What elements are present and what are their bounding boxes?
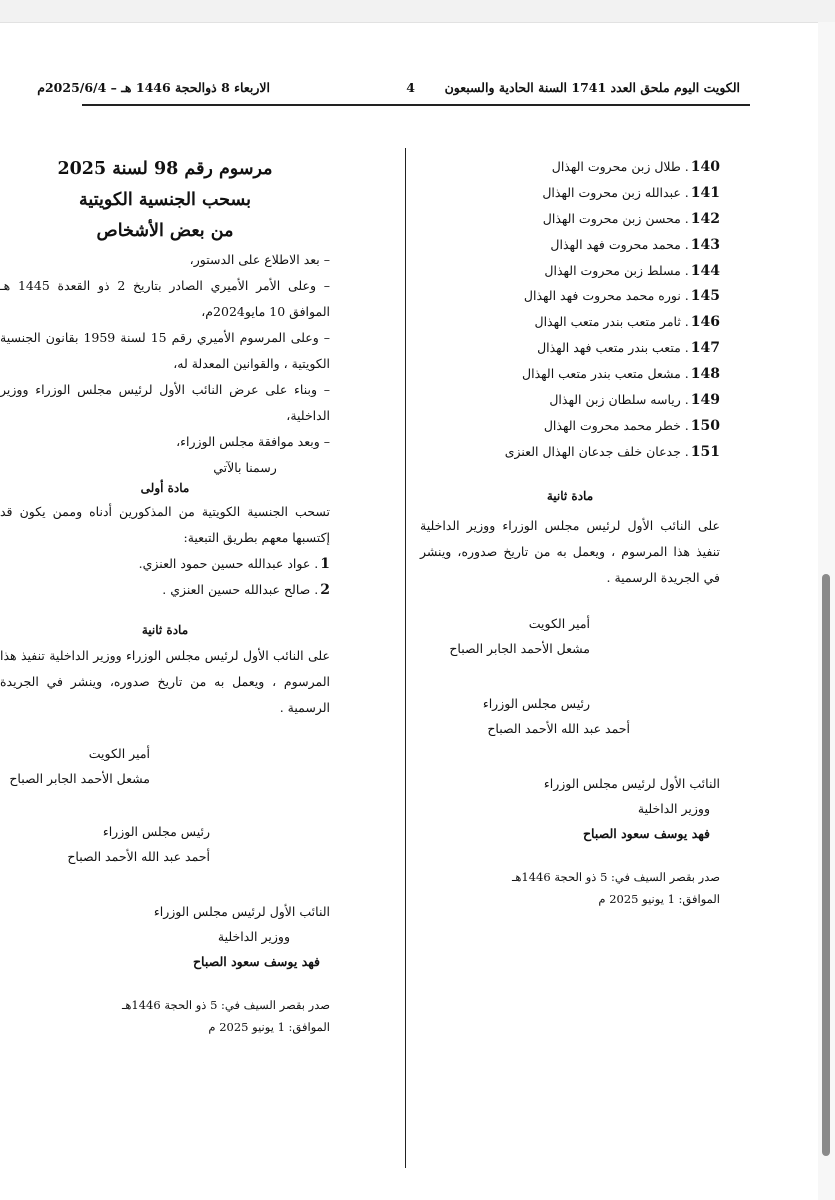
issued-at: صدر بقصر السيف في: 5 ذو الحجة 1446هـ — [511, 869, 720, 884]
list-item: 146. ثامر متعب بندر متعب الهذال — [534, 314, 720, 331]
preamble-line: – وعلى الأمر الأميري الصادر بتاريخ 2 ذو القعدة 1445 هـ الموافق 10 مايو2024م، — [0, 278, 331, 319]
pm-signature — [0, 819, 210, 869]
dpm-title: النائب الأول لرئيس مجلس الوزراء — [153, 903, 330, 919]
list-item: 145. نوره محمد محروت فهد الهذال — [523, 288, 720, 305]
corresponding-date: الموافق: 1 يونيو 2025 م — [598, 891, 720, 906]
list-item: 2. صالح عبدالله حسين العنزي . — [162, 581, 330, 598]
dpm-name: فهد يوسف سعود الصباح — [582, 825, 710, 841]
article-1-text: تسحب الجنسية الكويتية من المذكورين أدناه وممن يكون قد إكتسبها معهم بطريق التبعية: — [0, 504, 330, 545]
preamble-line: – وبناء على عرض النائب الأول لرئيس مجلس الوزراء ووزير الداخلية، — [0, 382, 330, 423]
list-item: 147. متعب بندر متعب فهد الهذال — [537, 340, 720, 357]
header-date: الاربعاء 8 ذوالحجة 1446 هـ – 2025/6/4م — [37, 80, 270, 95]
emir-title: أمير الكويت — [528, 615, 590, 631]
header-page-number: 4 — [406, 80, 415, 95]
decree-title: مرسوم رقم 98 لسنة 2025 — [57, 159, 273, 179]
issue-block — [0, 994, 330, 1038]
dpm-title: النائب الأول لرئيس مجلس الوزراء — [543, 775, 720, 791]
dpm-signature — [0, 899, 330, 974]
list-item: 149. رياسه سلطان زبن الهذال — [549, 392, 720, 409]
header-publication: الكويت اليوم ملحق العدد 1741 السنة الحادية والسبعون — [444, 80, 740, 95]
viewer-top-bar — [0, 0, 835, 23]
pm-title: رئيس مجلس الوزراء — [482, 695, 590, 711]
corresponding-date: الموافق: 1 يونيو 2025 م — [208, 1019, 330, 1034]
dpm-signature — [420, 771, 720, 846]
right-column — [420, 154, 720, 910]
column-divider — [405, 148, 406, 1168]
decreed-line: رسمنا بالآتي — [213, 460, 277, 475]
list-item: 140. طلال زبن محروت الهذال — [551, 159, 720, 175]
pm-title: رئيس مجلس الوزراء — [102, 823, 210, 839]
pm-signature — [420, 691, 630, 741]
list-item: 151. جدعان خلف جدعان الهذال العنزى — [504, 443, 720, 460]
emir-name: مشعل الأحمد الجابر الصباح — [449, 640, 590, 656]
emir-signature — [0, 741, 150, 791]
header-divider — [82, 104, 750, 106]
article-2-title: مادة ثانية — [141, 622, 189, 637]
list-item: 148. مشعل متعب بندر متعب الهذال — [522, 366, 720, 383]
list-item: 143. محمد محروت فهد الهذال — [550, 236, 720, 253]
gazette-page — [0, 40, 760, 1180]
list-item: 142. محسن زبن محروت الهذال — [542, 210, 720, 227]
preamble-line: – وعلى المرسوم الأميري رقم 15 لسنة 1959 بقانون الجنسية الكويتية ، والقوانين المعدلة له، — [0, 330, 330, 371]
dpm-title-2: ووزير الداخلية — [217, 928, 290, 944]
emir-signature — [420, 611, 590, 661]
left-column — [0, 154, 330, 1038]
article-1-title: مادة أولى — [140, 481, 190, 495]
dpm-title-2: ووزير الداخلية — [637, 800, 710, 816]
list-item: 141. عبدالله زبن محروت الهذال — [542, 184, 720, 201]
decree-subtitle: بسحب الجنسية الكويتية — [79, 190, 251, 210]
preamble-line: – بعد الاطلاع على الدستور، — [189, 252, 330, 267]
list-item: 1. عواد عبدالله حسين حمود العنزي. — [138, 556, 330, 572]
article-2-text: على النائب الأول لرئيس مجلس الوزراء ووزير الداخلية تنفيذ هذا المرسوم ، ويعمل به من تاريخ صدوره، وينشر في الجريدة الرسمية . — [420, 517, 720, 585]
pm-name: أحمد عبد الله الأحمد الصباح — [67, 848, 210, 864]
issue-block — [420, 866, 720, 910]
article-2-title: مادة ثانية — [546, 488, 594, 503]
scrollbar-thumb[interactable] — [822, 574, 830, 1156]
article-2-text: على النائب الأول لرئيس مجلس الوزراء ووزير الداخلية تنفيذ هذا المرسوم ، ويعمل به من تاريخ صدوره، وينشر في الجريدة الرسمية . — [0, 647, 330, 715]
decree-subtitle-2: من بعض الأشخاص — [96, 221, 234, 241]
list-item: 144. مسلط زبن محروت الهذال — [544, 262, 720, 279]
issued-at: صدر بقصر السيف في: 5 ذو الحجة 1446هـ — [121, 997, 330, 1012]
emir-name: مشعل الأحمد الجابر الصباح — [9, 770, 150, 786]
dpm-name: فهد يوسف سعود الصباح — [192, 953, 320, 969]
pm-name: أحمد عبد الله الأحمد الصباح — [487, 720, 630, 736]
page-header — [37, 80, 760, 100]
preamble-line: – وبعد موافقة مجلس الوزراء، — [176, 434, 330, 449]
list-item: 150. خطر محمد محروت الهذال — [543, 417, 720, 434]
names-list — [420, 154, 720, 465]
emir-title: أمير الكويت — [88, 745, 150, 761]
